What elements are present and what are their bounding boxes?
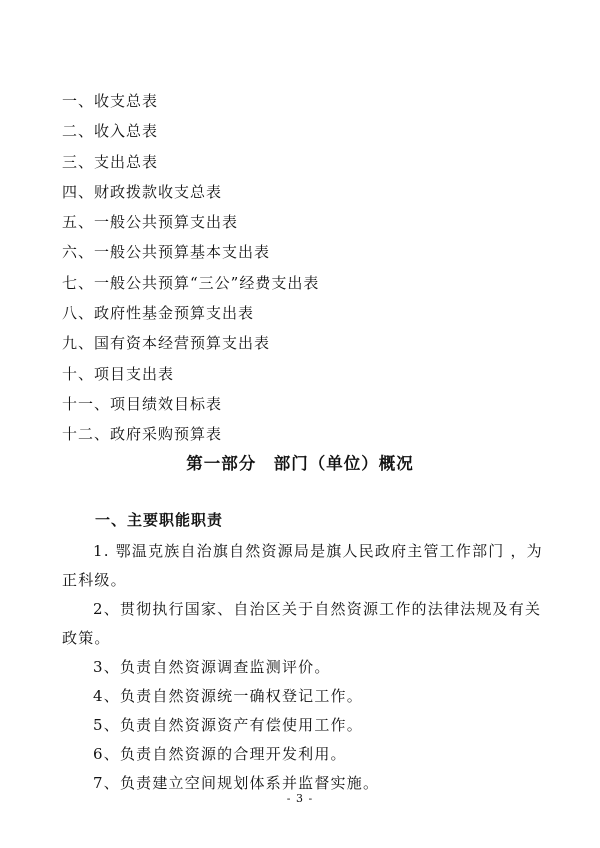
toc-item: 五、一般公共预算支出表 xyxy=(62,213,239,232)
toc-item: 六、一般公共预算基本支出表 xyxy=(62,243,271,262)
paragraph: 4、负责自然资源统一确权登记工作。 xyxy=(93,687,363,705)
toc-item: 四、财政拨款收支总表 xyxy=(62,182,223,201)
toc-item: 十一、项目绩效目标表 xyxy=(62,394,223,413)
paragraph: 6、负责自然资源的合理开发利用。 xyxy=(93,745,347,763)
paragraph: 1. 鄂温克族自治旗自然资源局是旗人民政府主管工作部门 ，为正科级。 xyxy=(62,542,543,589)
paragraph: 3、负责自然资源调查监测评价。 xyxy=(93,658,331,676)
toc-item: 九、国有资本经营预算支出表 xyxy=(62,334,271,353)
paragraph: 7、负责建立空间规划体系并监督实施。 xyxy=(93,774,380,792)
paragraph: 2、贯彻执行国家、自治区关于自然资源工作的法律法规及有关政策。 xyxy=(62,600,542,647)
toc-item: 二、收入总表 xyxy=(62,122,159,141)
toc-item: 三、支出总表 xyxy=(62,152,159,171)
part-title: 第一部分 部门（单位）概况 xyxy=(186,454,414,473)
paragraph: 5、负责自然资源资产有偿使用工作。 xyxy=(93,716,363,734)
page-number: - 3 - xyxy=(286,792,314,805)
toc-item: 八、政府性基金预算支出表 xyxy=(62,304,255,323)
toc-item: 七、一般公共预算“三公”经费支出表 xyxy=(62,273,320,292)
toc-item: 十、项目支出表 xyxy=(62,364,175,383)
toc-item: 十二、政府采购预算表 xyxy=(62,425,223,444)
section-body xyxy=(62,537,548,798)
toc-item: 一、收支总表 xyxy=(62,92,159,110)
table-of-contents xyxy=(62,86,319,450)
section-heading: 一、主要职能职责 xyxy=(95,511,224,529)
